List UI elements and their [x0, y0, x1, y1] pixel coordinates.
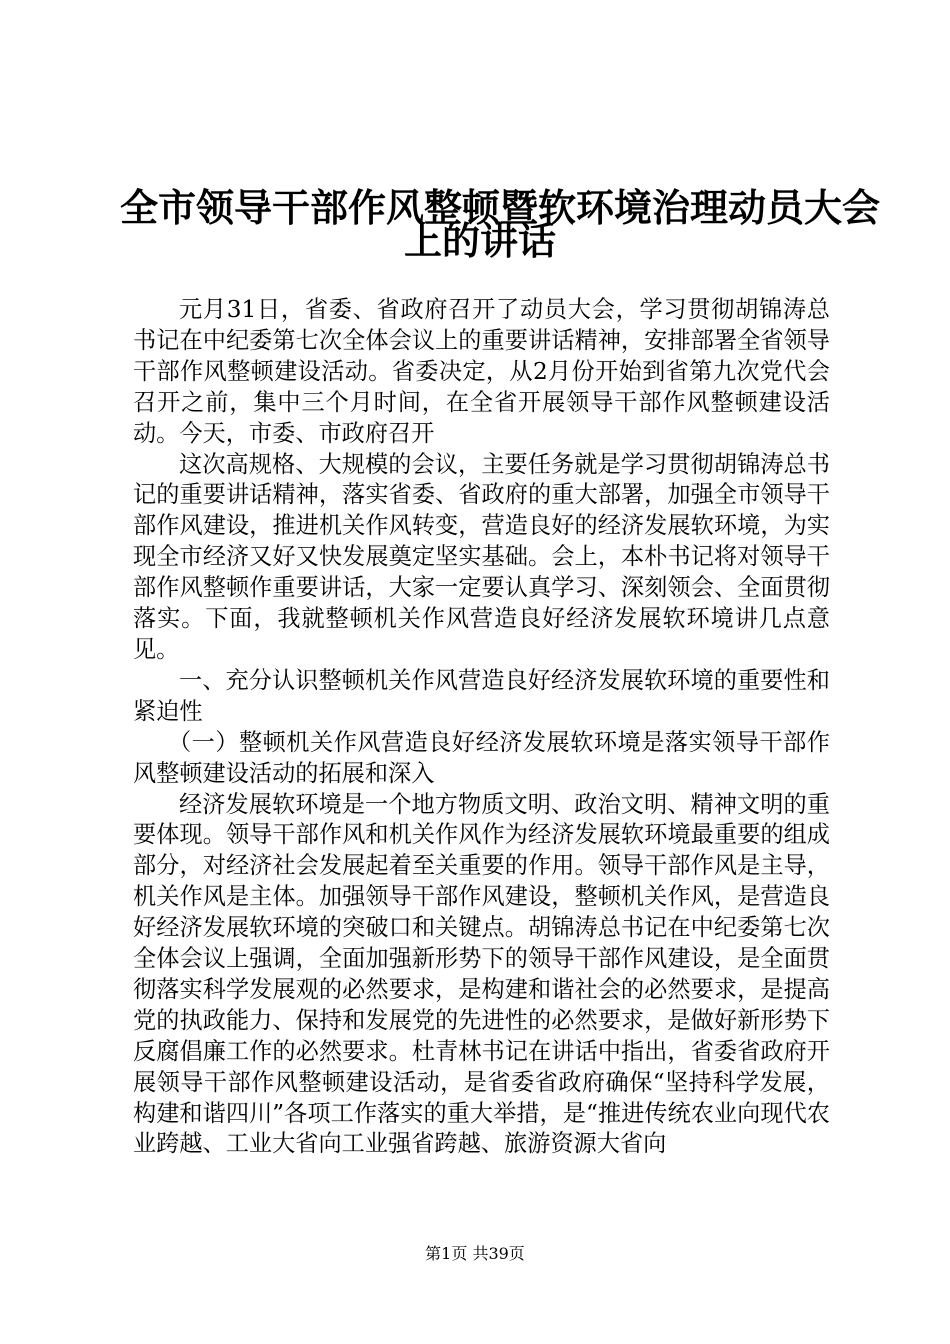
document-title-line-1: 全市领导干部作风整顿暨软环境治理动员大会 [120, 186, 881, 230]
paragraph-2: 这次高规格、大规模的会议，主要任务就是学习贯彻胡锦涛总书记的重要讲话精神，落实省委、省政府的重大部署，加强全市领导干部作风建设，推进机关作风转变，营造良好的经济发展软环境，为实现全市经济又好又快发展奠定坚实基础。会上，本朴书记将对领导干部作风整顿作重要讲话，大家一定要认真学习、深刻领会、全面贯彻落实。下面，我就整顿机关作风营造良好经济发展软环境讲几点意见。 [133, 450, 830, 663]
page-number-footer: 第1页 共39页 [425, 1244, 525, 1263]
document-body [133, 295, 830, 1160]
subsection-heading-1: （一）整顿机关作风营造良好经济发展软环境是落实领导干部作风整顿建设活动的拓展和深入 [133, 728, 830, 787]
paragraph-1: 元月31日，省委、省政府召开了动员大会，学习贯彻胡锦涛总书记在中纪委第七次全体会议上的重要讲话精神，安排部署全省领导干部作风整顿建设活动。省委决定，从2月份开始到省第九次党代会召开之前，集中三个月时间，在全省开展领导干部作风整顿建设活动。今天，市委、市政府召开 [133, 296, 830, 447]
paragraph-3: 经济发展软环境是一个地方物质文明、政治文明、精神文明的重要体现。领导干部作风和机关作风作为经济发展软环境最重要的组成部分，对经济社会发展起着至关重要的作用。领导干部作风是主导，机关作风是主体。加强领导干部作风建设，整顿机关作风，是营造良好经济发展软环境的突破口和关键点。胡锦涛总书记在中纪委第七次全体会议上强调，全面加强新形势下的领导干部作风建设，是全面贯彻落实科学发展观的必然要求，是构建和谐社会的必然要求，是提高党的执政能力、保持和发展党的先进性的必然要求，是做好新形势下反腐倡廉工作的必然要求。杜青林书记在讲话中指出，省委省政府开展领导干部作风整顿建设活动，是省委省政府确保“坚持科学发展，构建和谐四川”各项工作落实的重大举措，是“推进传统农业向现代农业跨越、工业大省向工业强省跨越、旅游资源大省向 [133, 790, 830, 1158]
section-heading-1: 一、充分认识整顿机关作风营造良好经济发展软环境的重要性和紧迫性 [133, 666, 830, 725]
document-title-line-2: 上的讲话 [403, 219, 556, 263]
